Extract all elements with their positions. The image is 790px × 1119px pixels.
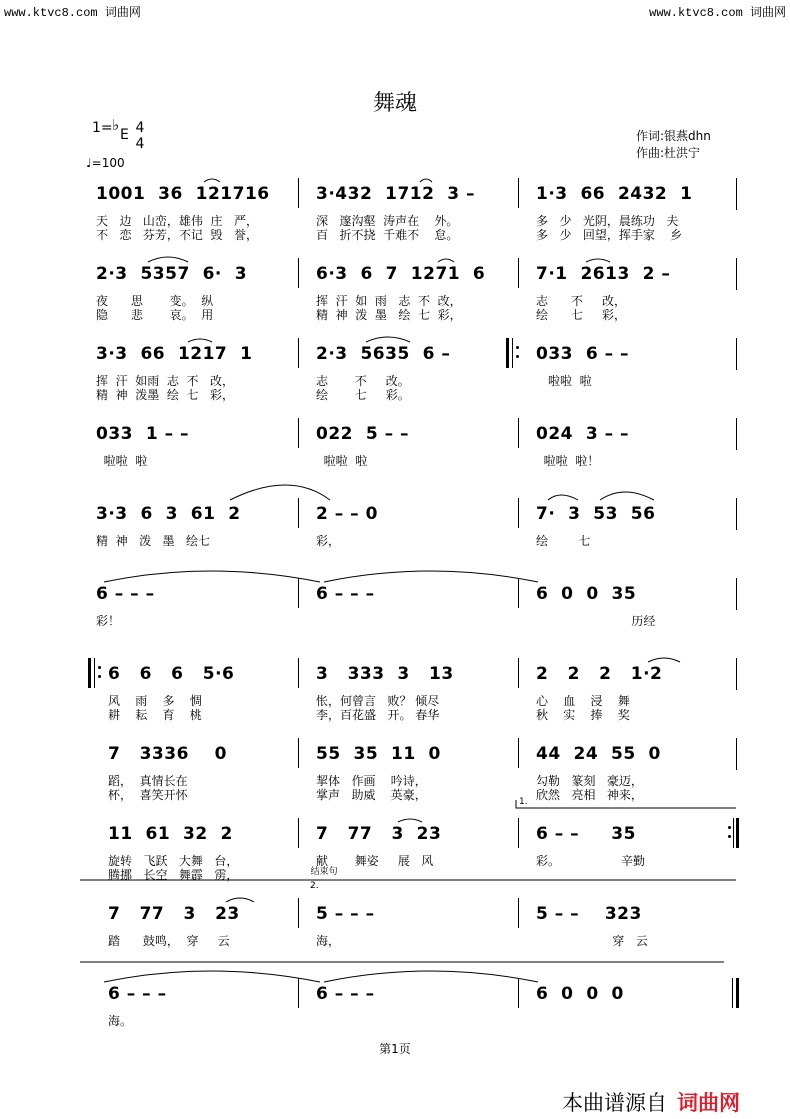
lyric: 啦啦 啦	[548, 374, 592, 388]
composer: 作曲:杜洪宁	[636, 146, 701, 160]
measure: 3·3 6 3 61 2	[96, 504, 241, 524]
measure: 6 – – –	[96, 584, 155, 604]
lyric: 啦啦 啦	[96, 454, 148, 468]
lyric: 志 不 改，	[536, 294, 626, 308]
slur	[648, 658, 680, 662]
footer-site: 词曲网	[677, 1091, 740, 1115]
song-title: 舞魂	[372, 91, 417, 116]
key-note: E	[120, 127, 129, 143]
page-number: 第1页	[379, 1042, 411, 1056]
measure: 6 – – –	[316, 584, 375, 604]
slur	[600, 492, 654, 500]
ts-bottom: 4	[135, 136, 145, 152]
watermark-right: www.ktvc8.com 词曲网	[649, 6, 786, 20]
lyric: 献 舞姿 展 风	[316, 854, 434, 868]
slur	[148, 257, 188, 262]
lyric: 多 少 光阴，晨练功 夫	[536, 214, 679, 228]
lyric: 志 不 改。	[316, 374, 410, 388]
measure: 55 35 11 0	[316, 744, 441, 764]
measure: 6·3 6 7 1271 6	[316, 264, 486, 284]
lyric: 挈体 作画 吟诗，	[316, 774, 427, 788]
lyric: 不 恋 芬芳，不记 毁 誉，	[96, 228, 258, 242]
measure: 2·3 5357 6· 3	[96, 264, 248, 284]
measure: 1001 36 121716	[96, 184, 270, 204]
slur	[204, 179, 220, 182]
slur	[226, 898, 254, 902]
lyric: 多 少 回望，挥手家 乡	[536, 228, 683, 242]
lyric: 李，百花盛 开。 春华	[316, 708, 440, 722]
lyric: 风 雨 多 惆	[108, 694, 202, 708]
lyric: 啦啦 啦	[316, 454, 368, 468]
measure: 7·1 2613 2 –	[536, 264, 671, 284]
lyricist: 作词:银燕dhn	[636, 129, 711, 143]
coda-label: 结束句	[302, 867, 338, 877]
lyric: 心 血 浸 舞	[536, 694, 630, 708]
lyric: 精 神 泼 墨 绘七	[96, 534, 210, 548]
lyric: 怅，何曾言 败？ 倾尽	[316, 694, 440, 708]
lyric: 掌声 助威 英豪，	[316, 788, 427, 802]
lyric: 踏 鼓鸣， 穿 云	[108, 934, 230, 948]
measure: 2 2 2 1·2	[536, 664, 663, 684]
lyric: 百 折不挠 千难不 怠。	[316, 228, 459, 242]
flat-icon: ♭	[112, 116, 120, 134]
lyric: 海。	[108, 1014, 133, 1028]
volta-1-label: 1.	[519, 797, 528, 807]
footer-credit	[562, 1087, 740, 1117]
lyric: 彩。 辛勤	[536, 854, 646, 868]
measure: 3 333 3 13	[316, 664, 454, 684]
lyric: 精 神 泼 墨 绘 七 彩，	[316, 308, 462, 322]
slur	[586, 259, 610, 262]
measure: 44 24 55 0	[536, 744, 661, 764]
measure: 3·432 1712 3 –	[316, 184, 476, 204]
measure: 1·3 66 2432 1	[536, 184, 693, 204]
volta-1-bracket	[516, 800, 736, 808]
slur	[104, 971, 320, 982]
measure: 6 6 6 5·6	[108, 664, 235, 684]
measure: 3·3 66 1217 1	[96, 344, 253, 364]
slur	[324, 971, 538, 982]
footer-text: 本曲谱源自	[562, 1091, 667, 1115]
lyric: 欣然 亮相 神来，	[536, 788, 643, 802]
lyric: 天 边 山峦，雄伟 庄 严，	[96, 214, 258, 228]
lyric: 旋转 飞跃 大舞 台，	[108, 854, 239, 868]
lyric: 海，	[316, 934, 341, 948]
measure: 033 6 – –	[536, 344, 629, 364]
lyric: 隐 悲 哀。 用	[96, 308, 214, 322]
measure: 022 5 – –	[316, 424, 409, 444]
ts-top: 4	[135, 120, 145, 136]
measure: 2·3 5635 6 –	[316, 344, 451, 364]
measure: 6 0 0 35	[536, 584, 637, 604]
lyric: 绘 七 彩。	[316, 388, 410, 402]
lyric: 深 邃沟壑 涛声在 外。	[316, 214, 459, 228]
measure: 7 77 3 23	[316, 824, 442, 844]
lyric: 挥 汗 如 雨 志 不 改，	[316, 294, 462, 308]
lyric: 杯， 喜笑开怀	[108, 788, 188, 802]
lyric: 啦啦 啦！	[536, 454, 600, 468]
tempo-mark: ♩=100	[86, 156, 125, 170]
lyric: 勾勒 篆刻 豪迈，	[536, 774, 643, 788]
lyric: 秋 实 捧 奖	[536, 708, 630, 722]
measure: 7 77 3 23	[108, 904, 240, 924]
measure: 5 – – –	[316, 904, 375, 924]
lyric: 蹈， 真情长在	[108, 774, 188, 788]
measure: 11 61 32 2	[108, 824, 233, 844]
measure: 6 0 0 0	[536, 984, 624, 1004]
slur	[104, 571, 320, 582]
measure: 6 – – –	[108, 984, 167, 1004]
slur	[188, 339, 212, 342]
slur	[548, 495, 578, 500]
lyric: 腾挪 长空 舞霹 雳，	[108, 868, 239, 882]
lyric: 历经	[536, 614, 656, 628]
lyric: 绘 七	[536, 534, 591, 548]
lyric: 耕 耘 育 桃	[108, 708, 202, 722]
measure: 033 1 – –	[96, 424, 189, 444]
slur	[324, 571, 538, 582]
lyric: 夜 思 变。 纵	[96, 294, 214, 308]
measure: 6 – – 35	[536, 824, 636, 844]
lyric: 精 神 泼墨 绘 七 彩，	[96, 388, 234, 402]
measure: 6 – – –	[316, 984, 375, 1004]
slur	[366, 337, 410, 342]
measure: 024 3 – –	[536, 424, 629, 444]
measure: 7· 3 53 56	[536, 504, 656, 524]
measure: 5 – – 323	[536, 904, 642, 924]
slur	[230, 485, 330, 500]
lyric: 彩，	[316, 534, 341, 548]
key-prefix: 1=	[92, 120, 113, 136]
watermark-left: www.ktvc8.com 词曲网	[4, 6, 141, 20]
lyric: 挥 汗 如雨 志 不 改，	[96, 374, 234, 388]
lyric: 绘 七 彩，	[536, 308, 626, 322]
lyric: 彩！	[96, 614, 121, 628]
slur	[420, 179, 432, 182]
volta-2-label: 2.	[310, 881, 319, 891]
measure: 7 3336 0	[108, 744, 227, 764]
slur	[438, 259, 454, 262]
measure: 2 – – 0	[316, 504, 378, 524]
lyric: 穿 云	[536, 934, 648, 948]
slur	[398, 819, 422, 822]
